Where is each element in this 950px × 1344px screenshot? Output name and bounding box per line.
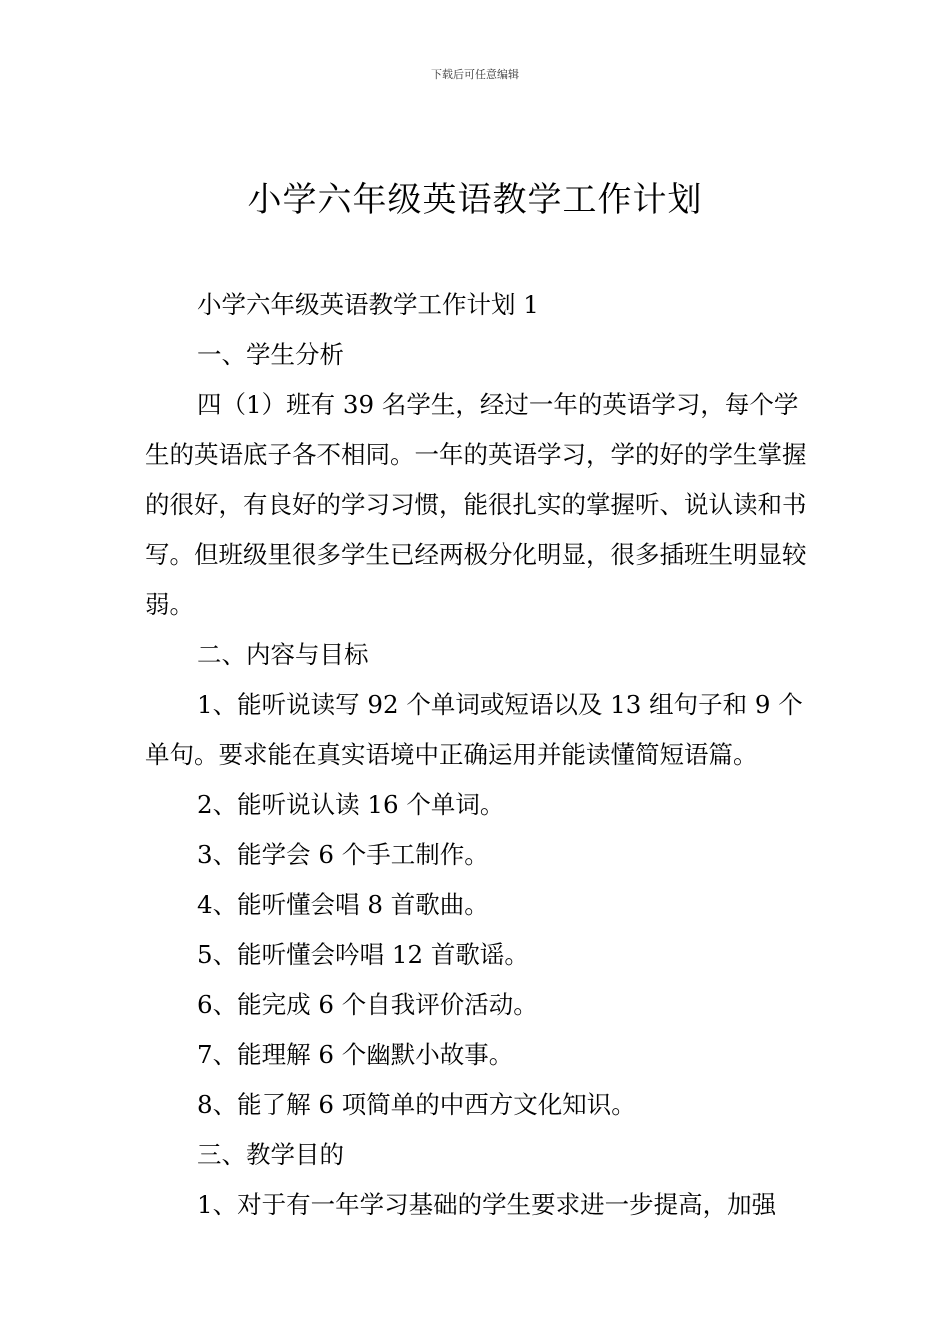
list-item: 2、能听说认读 16 个单词。 bbox=[197, 790, 505, 819]
section-heading: 三、教学目的 bbox=[197, 1140, 344, 1169]
section-heading: 一、学生分析 bbox=[197, 340, 344, 369]
list-item: 7、能理解 6 个幽默小故事。 bbox=[197, 1040, 514, 1069]
section-heading: 小学六年级英语教学工作计划 1 bbox=[197, 290, 539, 319]
list-item: 1、对于有一年学习基础的学生要求进一步提高，加强 bbox=[197, 1190, 777, 1219]
list-item: 5、能听懂会吟唱 12 首歌谣。 bbox=[197, 940, 529, 969]
document-title: 小学六年级英语教学工作计划 bbox=[247, 180, 703, 220]
document-body bbox=[145, 280, 810, 1230]
section-heading: 二、内容与目标 bbox=[197, 640, 369, 669]
header-note: 下载后可任意编辑 bbox=[431, 68, 519, 81]
list-item: 4、能听懂会唱 8 首歌曲。 bbox=[197, 890, 489, 919]
list-item: 3、能学会 6 个手工制作。 bbox=[197, 840, 489, 869]
list-item: 6、能完成 6 个自我评价活动。 bbox=[197, 990, 538, 1019]
paragraph: 四（1）班有 39 名学生，经过一年的英语学习，每个学生的英语底子各不相同。一年的英语学习，学的好的学生掌握的很好，有良好的学习习惯，能很扎实的掌握听、说认读和书写。但班级里很多学生已经两极分化明显，很多插班生明显较弱。 bbox=[145, 390, 807, 619]
list-item: 8、能了解 6 项简单的中西方文化知识。 bbox=[197, 1090, 636, 1119]
list-item: 1、能听说读写 92 个单词或短语以及 13 组句子和 9 个单句。要求能在真实语境中正确运用并能读懂简短语篇。 bbox=[145, 690, 803, 769]
